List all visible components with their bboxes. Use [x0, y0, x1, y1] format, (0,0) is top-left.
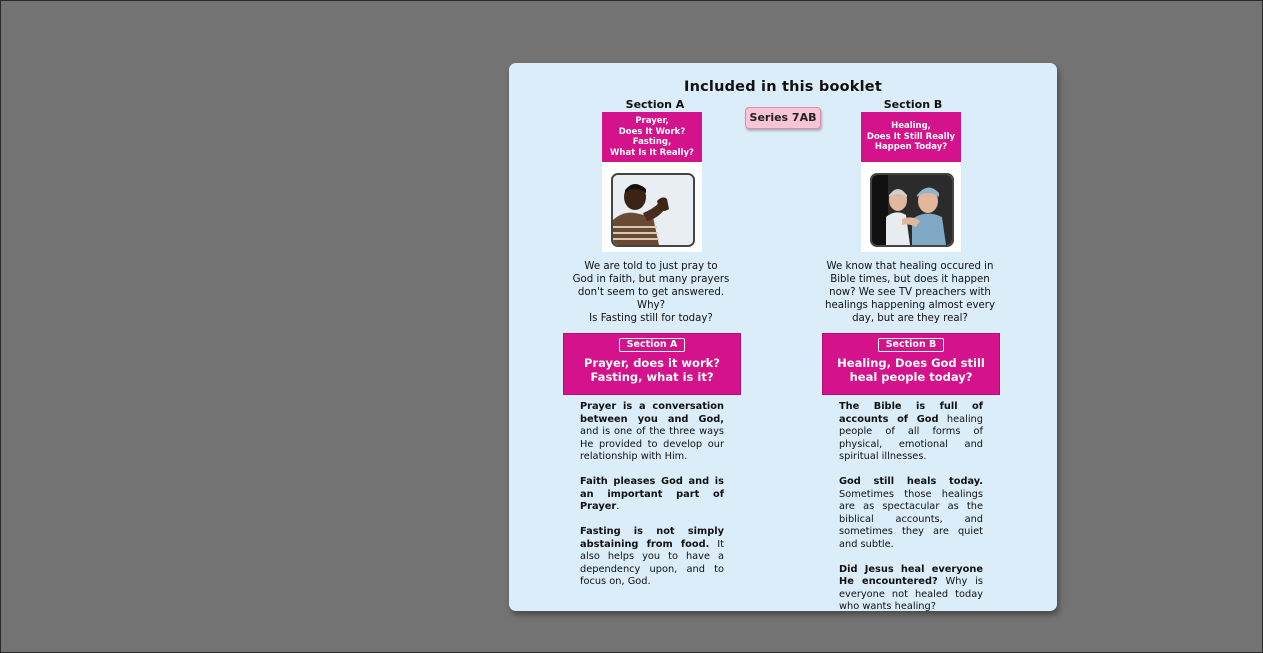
- blurb-line: healings happening almost every: [825, 300, 995, 311]
- cover-title-line: Prayer,: [635, 116, 669, 126]
- body-paragraph: [580, 526, 724, 589]
- blurb-line: We know that healing occured in: [826, 261, 994, 272]
- blurb-line: day, but are they real?: [852, 313, 968, 324]
- cover-title-line: Does It Work?: [618, 126, 686, 137]
- body-bold: The Bible is full of accounts of God: [839, 401, 983, 425]
- body-rest: healing people of all forms of physical, emotional and spiritual illnesses.: [839, 413, 983, 462]
- praying-man-photo: [611, 173, 695, 247]
- section-b-banner-tag: Section B: [878, 338, 944, 352]
- body-bold: Prayer is a conversation between you and God,: [580, 401, 724, 425]
- body-rest: It also helps you to have a dependency upon, and to focus on, God.: [580, 538, 724, 587]
- section-b-cover-title: [861, 112, 961, 162]
- page-heading: Included in this booklet: [684, 79, 882, 95]
- section-a-banner: [564, 334, 740, 394]
- section-b-label: Section B: [883, 98, 943, 111]
- body-paragraph: [839, 476, 983, 551]
- body-bold: God still heals today.: [839, 476, 983, 487]
- section-b-body: [839, 401, 983, 626]
- section-b-banner: [823, 334, 999, 394]
- doctors-photo: [870, 173, 954, 247]
- body-rest: Why is everyone not healed today who wants healing?: [839, 576, 983, 612]
- section-b-blurb: [820, 260, 1000, 325]
- blurb-line: We are told to just pray to: [584, 261, 718, 272]
- section-a-banner-tag: Section A: [619, 338, 685, 352]
- section-a-blurb: [561, 260, 741, 325]
- cover-title-line: Happen Today?: [874, 142, 948, 153]
- cover-title-line: Fasting,: [632, 137, 672, 147]
- blurb-line: God in faith, but many prayers: [572, 274, 730, 285]
- cover-title-line: Does It Still Really: [866, 131, 956, 142]
- booklet-page: [509, 63, 1057, 611]
- cover-title-line: Healing,: [891, 121, 931, 132]
- body-paragraph: [580, 401, 724, 464]
- body-paragraph: [580, 476, 724, 514]
- series-badge: Series 7AB: [745, 107, 821, 129]
- section-a-label: Section A: [625, 98, 685, 111]
- body-bold: Fasting is not simply abstaining from food.: [580, 526, 724, 550]
- banner-title-line: Fasting, what is it?: [590, 370, 714, 384]
- banner-title-line: heal people today?: [849, 370, 973, 384]
- banner-title-line: Prayer, does it work?: [584, 356, 720, 370]
- section-b-cover: [861, 112, 961, 252]
- body-rest: Sometimes those healings are as spectacular as the biblical accounts, and sometimes they are quiet and subtle.: [839, 488, 983, 550]
- body-paragraph: [839, 564, 983, 614]
- section-b-banner-title: [823, 356, 999, 384]
- blurb-line: Is Fasting still for today?: [589, 313, 713, 324]
- blurb-line: Bible times, but does it happen: [830, 274, 990, 285]
- blurb-line: don't seem to get answered.: [577, 287, 725, 298]
- body-rest: .: [616, 501, 620, 512]
- section-a-cover: [602, 112, 702, 252]
- body-paragraph: [839, 401, 983, 464]
- section-a-cover-title: [602, 112, 702, 162]
- cover-title-line: What Is It Really?: [610, 147, 694, 158]
- blurb-line: now? We see TV preachers with: [829, 287, 991, 298]
- body-rest: and is one of the three ways He provided to develop our relationship with Him.: [580, 426, 724, 462]
- section-a-banner-title: [564, 356, 740, 384]
- body-bold: Faith pleases God and is an important part of Prayer: [580, 476, 724, 512]
- section-a-body: [580, 401, 724, 601]
- blurb-line: Why?: [637, 300, 665, 311]
- banner-title-line: Healing, Does God still: [837, 356, 985, 370]
- body-bold: Did Jesus heal everyone He encountered?: [839, 563, 983, 587]
